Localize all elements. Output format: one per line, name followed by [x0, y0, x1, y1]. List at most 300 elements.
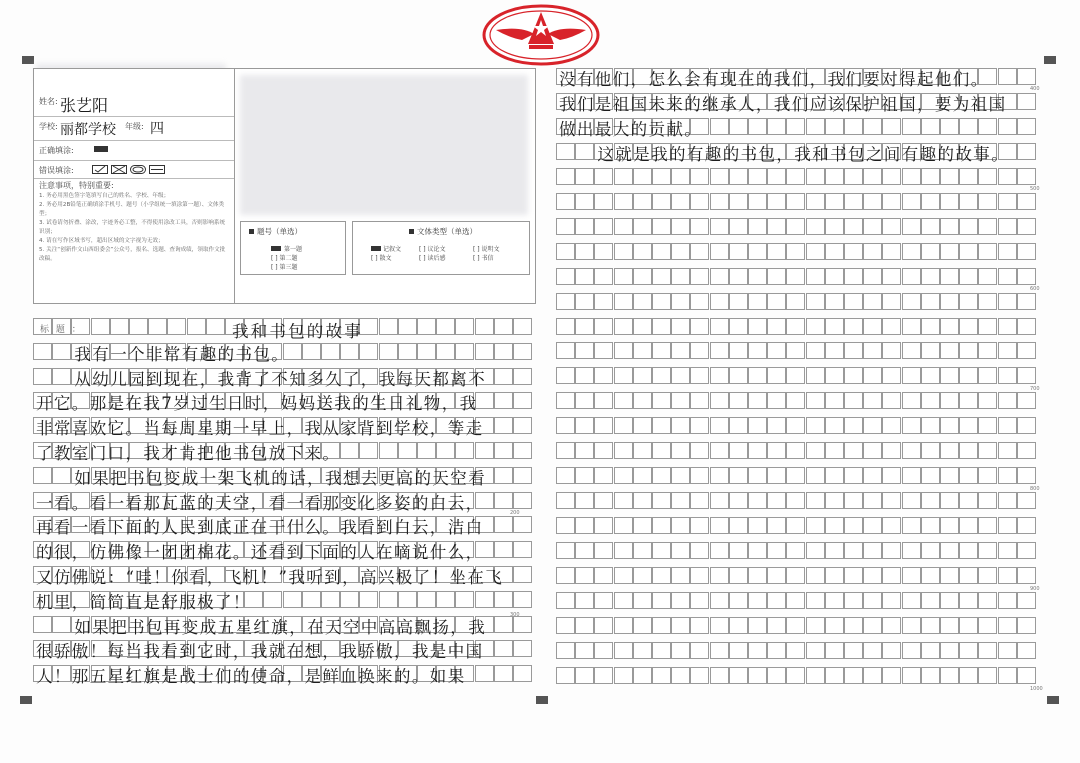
grid-cell [633, 367, 652, 384]
grid-row [556, 293, 1036, 310]
grid-cell [978, 118, 997, 135]
grid-cell [436, 343, 455, 360]
grid-cell [633, 268, 652, 285]
grid-cell [825, 642, 844, 659]
grid-cell [671, 467, 690, 484]
grid-cell [998, 218, 1017, 235]
grid-cell [652, 592, 671, 609]
grid-cell [710, 293, 729, 310]
grid-cell [998, 617, 1017, 634]
grid-cell [767, 492, 786, 509]
grid-cell [1017, 168, 1036, 185]
grid-cell [748, 617, 767, 634]
grid-cell [844, 318, 863, 335]
grid-cell [710, 442, 729, 459]
grid-cell [652, 318, 671, 335]
grid-row [556, 367, 1036, 384]
grid-cell [786, 492, 805, 509]
grid-cell [902, 442, 921, 459]
grid-cell [767, 118, 786, 135]
grid-row [556, 517, 1036, 534]
grid-cell [671, 667, 690, 684]
grid-cell [575, 667, 594, 684]
grid-cell [786, 268, 805, 285]
grid-cell [556, 642, 575, 659]
grid-row [33, 640, 532, 662]
grid-cell [786, 168, 805, 185]
grid-cell [902, 218, 921, 235]
grid-cell [940, 542, 959, 559]
grid-cell [594, 492, 613, 509]
essay-line: 我有一个非常有趣的书包。 [74, 344, 290, 364]
grid-cell [902, 617, 921, 634]
grid-cell [513, 640, 532, 657]
grid-row [33, 442, 532, 463]
grid-cell [1017, 667, 1036, 684]
grid-cell [1017, 392, 1036, 409]
grid-cell [940, 592, 959, 609]
grid-cell [978, 392, 997, 409]
grid-cell [1017, 542, 1036, 559]
grid-cell [959, 417, 978, 434]
grid-cell [690, 218, 709, 235]
grid-cell [767, 592, 786, 609]
genre-option[interactable]: [ ] 书信 [473, 255, 494, 262]
grid-cell [940, 392, 959, 409]
grid-cell [921, 243, 940, 260]
name-row [34, 91, 234, 117]
grid-cell [575, 642, 594, 659]
grid-cell [1017, 118, 1036, 135]
grid-cell [614, 193, 633, 210]
grid-cell [902, 243, 921, 260]
grid-cell [844, 517, 863, 534]
grid-cell [940, 567, 959, 584]
grid-cell [978, 367, 997, 384]
grid-cell [475, 442, 494, 459]
question-box-title: 题号（单选） [249, 226, 302, 237]
grid-cell [882, 118, 901, 135]
grid-cell [575, 342, 594, 359]
grid-cell [575, 243, 594, 260]
grid-cell [167, 318, 186, 335]
word-count-mark: 700 [1030, 386, 1040, 392]
grid-cell [652, 392, 671, 409]
grid-cell [494, 640, 513, 657]
grid-cell [998, 293, 1017, 310]
grid-cell [959, 193, 978, 210]
grid-cell [614, 318, 633, 335]
grid-cell [729, 592, 748, 609]
grid-cell [614, 517, 633, 534]
grid-cell [921, 642, 940, 659]
genre-option[interactable]: [ ] 议论文 [419, 246, 446, 253]
grid-cell [863, 592, 882, 609]
grid-cell [614, 218, 633, 235]
grid-cell [729, 492, 748, 509]
essay-line: 如果把书包变成一架飞机的话，我想去更高的天空看 [74, 468, 487, 488]
genre-option[interactable]: [ ] 读后感 [419, 255, 446, 262]
grid-cell [806, 293, 825, 310]
grid-cell [729, 268, 748, 285]
grid-cell [671, 218, 690, 235]
grid-cell [1017, 342, 1036, 359]
grid-cell [998, 342, 1017, 359]
grid-cell [671, 517, 690, 534]
grid-cell [902, 567, 921, 584]
grid-cell [825, 218, 844, 235]
grid-cell [806, 218, 825, 235]
grid-cell [633, 617, 652, 634]
grid-cell [594, 293, 613, 310]
grid-cell [614, 442, 633, 459]
grid-row [556, 467, 1036, 484]
grid-cell [1017, 567, 1036, 584]
grid-cell [513, 516, 532, 533]
wrong-fill-label: 错误填涂: [39, 166, 74, 175]
question-option[interactable]: [ ] 第二题 [271, 255, 298, 262]
grid-cell [882, 592, 901, 609]
grid-cell [729, 342, 748, 359]
grid-cell [729, 168, 748, 185]
grid-row [556, 68, 1036, 89]
grid-cell [882, 467, 901, 484]
grid-row [556, 542, 1036, 559]
grid-cell [379, 318, 398, 335]
grid-cell [283, 591, 302, 608]
grid-cell [902, 118, 921, 135]
word-count-mark: 600 [1030, 286, 1040, 292]
grid-cell [844, 293, 863, 310]
grid-cell [806, 168, 825, 185]
grid-cell [455, 591, 474, 608]
grid-cell [863, 417, 882, 434]
name-value: 张艺阳 [60, 96, 109, 115]
essay-line: 做出最大的贡献。 [559, 119, 703, 139]
essay-line: 从幼儿园到现在，我背了不知多久了，我每天都离不 [74, 369, 487, 389]
grid-cell [690, 592, 709, 609]
grid-cell [633, 168, 652, 185]
grid-cell [556, 567, 575, 584]
grid-cell [806, 367, 825, 384]
grid-cell [940, 118, 959, 135]
grid-cell [1017, 193, 1036, 210]
grid-cell [729, 542, 748, 559]
grid-cell [340, 343, 359, 360]
grid-cell [978, 442, 997, 459]
grid-cell [882, 667, 901, 684]
square-icon [409, 229, 414, 234]
grid-cell [882, 243, 901, 260]
grid-cell [844, 168, 863, 185]
grid-cell [978, 193, 997, 210]
grid-cell [575, 268, 594, 285]
grid-cell [710, 392, 729, 409]
grid-cell [633, 342, 652, 359]
grid-cell [513, 392, 532, 409]
grid-cell [710, 243, 729, 260]
grid-cell [767, 567, 786, 584]
grid-cell [513, 442, 532, 459]
grid-cell [690, 492, 709, 509]
grid-cell [959, 517, 978, 534]
grid-cell [921, 417, 940, 434]
notes-item: 5. 关注“创新作文山西组委会”公众号，报名、选题、查询成绩，领取作文批改稿。 [39, 247, 226, 262]
grid-cell [940, 517, 959, 534]
grid-cell [556, 268, 575, 285]
grid-cell [806, 467, 825, 484]
genre-option[interactable]: [ ] 说明文 [473, 246, 500, 253]
grid-cell [882, 417, 901, 434]
grid-cell [902, 392, 921, 409]
grid-row [556, 143, 1036, 164]
grid-cell [767, 642, 786, 659]
grid-row [33, 516, 532, 538]
grid-cell [652, 268, 671, 285]
grid-cell [844, 617, 863, 634]
grid-cell [359, 591, 378, 608]
grid-cell [959, 392, 978, 409]
grid-cell [902, 492, 921, 509]
grid-cell [748, 567, 767, 584]
student-details [34, 69, 235, 303]
grid-cell [729, 392, 748, 409]
grid-cell [690, 342, 709, 359]
grid-cell [614, 592, 633, 609]
grid-cell [902, 318, 921, 335]
grid-cell [513, 616, 532, 633]
grid-row [33, 343, 532, 364]
grid-cell [513, 318, 532, 335]
grid-cell [921, 492, 940, 509]
grid-cell [863, 542, 882, 559]
grid-cell [978, 417, 997, 434]
grid-cell [767, 268, 786, 285]
grid-cell [494, 516, 513, 533]
grid-cell [825, 542, 844, 559]
grid-cell [1017, 293, 1036, 310]
grid-cell [844, 542, 863, 559]
grid-cell [978, 318, 997, 335]
grid-cell [748, 293, 767, 310]
grid-cell [398, 343, 417, 360]
grid-cell [690, 367, 709, 384]
grid-cell [417, 318, 436, 335]
grid-cell [1017, 467, 1036, 484]
grid-cell [494, 318, 513, 335]
genre-option[interactable]: 记叙文 [371, 244, 401, 253]
grid-cell [594, 567, 613, 584]
grid-cell [902, 342, 921, 359]
grid-cell [359, 442, 378, 459]
wrong-fill-examples-icon [92, 165, 166, 174]
grid-cell [863, 168, 882, 185]
grid-cell [978, 567, 997, 584]
grid-cell [825, 293, 844, 310]
grid-cell [959, 492, 978, 509]
grid-cell [806, 193, 825, 210]
grid-cell [710, 592, 729, 609]
grid-cell [690, 193, 709, 210]
grid-cell [494, 492, 513, 509]
grid-cell [998, 667, 1017, 684]
wrong-fill-row [34, 160, 234, 179]
grid-cell [786, 118, 805, 135]
grid-cell [806, 268, 825, 285]
grid-cell [921, 293, 940, 310]
grid-cell [594, 193, 613, 210]
grid-cell [417, 442, 436, 459]
grid-cell [455, 442, 474, 459]
grid-cell [863, 467, 882, 484]
grid-cell [1017, 93, 1036, 110]
grid-cell [748, 342, 767, 359]
grid-cell [902, 268, 921, 285]
grid-cell [825, 567, 844, 584]
grid-cell [594, 642, 613, 659]
grid-cell [863, 318, 882, 335]
grid-cell [614, 168, 633, 185]
grid-cell [690, 542, 709, 559]
genre-option[interactable]: [ ] 散文 [371, 255, 392, 262]
word-count-mark: 300 [510, 612, 520, 618]
grid-cell [786, 417, 805, 434]
grid-cell [978, 667, 997, 684]
grid-cell [455, 343, 474, 360]
essay-line: 人！那五星红旗是战士们的使命，是鲜血换来的。如果 [36, 667, 466, 687]
grid-cell [33, 616, 52, 633]
grid-cell [1017, 318, 1036, 335]
correct-fill-label: 正确填涂: [39, 146, 74, 155]
filled-bubble-icon [94, 146, 108, 152]
grid-cell [690, 567, 709, 584]
grid-cell [998, 367, 1017, 384]
grid-cell [690, 392, 709, 409]
grid-cell [575, 367, 594, 384]
grid-cell [652, 367, 671, 384]
grid-cell [33, 467, 52, 484]
grid-cell [263, 591, 282, 608]
grid-cell [633, 392, 652, 409]
question-option[interactable]: [ ] 第三题 [271, 264, 298, 271]
grid-cell [998, 318, 1017, 335]
grid-cell [633, 517, 652, 534]
grid-cell [767, 542, 786, 559]
grid-cell [710, 667, 729, 684]
grid-cell [575, 193, 594, 210]
grid-cell [710, 342, 729, 359]
grid-cell [844, 642, 863, 659]
grid-row [33, 566, 532, 587]
emblem-logo [482, 4, 600, 66]
grid-cell [748, 442, 767, 459]
grid-cell [825, 667, 844, 684]
grid-cell [614, 367, 633, 384]
grid-cell [786, 467, 805, 484]
grid-cell [940, 218, 959, 235]
grid-cell [340, 442, 359, 459]
grid-row [33, 392, 532, 414]
grid-cell [556, 318, 575, 335]
grid-cell [978, 342, 997, 359]
grid-cell [786, 243, 805, 260]
grid-cell [1017, 143, 1036, 160]
grid-cell [652, 293, 671, 310]
grid-cell [825, 367, 844, 384]
grid-cell [455, 318, 474, 335]
grid-cell [652, 542, 671, 559]
grid-cell [882, 442, 901, 459]
grid-cell [844, 367, 863, 384]
grid-cell [806, 542, 825, 559]
grid-cell [825, 168, 844, 185]
grid-cell [921, 367, 940, 384]
grid-cell [978, 218, 997, 235]
grid-cell [921, 442, 940, 459]
grid-cell [148, 318, 167, 335]
grid-cell [513, 566, 532, 583]
grid-cell [959, 243, 978, 260]
grid-cell [998, 467, 1017, 484]
grid-cell [786, 517, 805, 534]
grid-cell [494, 591, 513, 608]
grid-row [556, 268, 1036, 285]
grade-value: 四 [150, 121, 164, 137]
grid-cell [556, 542, 575, 559]
grid-cell [671, 392, 690, 409]
grid-cell [998, 492, 1017, 509]
grid-cell [671, 542, 690, 559]
grid-cell [844, 442, 863, 459]
grid-cell [398, 591, 417, 608]
essay-line: 再看一看下面的人民到底正在干什么。我看到白云，洁白 [36, 518, 484, 538]
grid-cell [652, 168, 671, 185]
grid-cell [882, 318, 901, 335]
grid-cell [978, 467, 997, 484]
grid-cell [902, 642, 921, 659]
grid-cell [998, 517, 1017, 534]
grid-cell [959, 642, 978, 659]
grid-cell [633, 442, 652, 459]
grid-cell [594, 243, 613, 260]
grid-cell [129, 318, 148, 335]
grid-cell [748, 417, 767, 434]
grid-cell [767, 293, 786, 310]
grid-cell [825, 442, 844, 459]
grid-cell [417, 591, 436, 608]
grid-cell [998, 442, 1017, 459]
grid-cell [614, 567, 633, 584]
grid-cell [575, 143, 594, 160]
grid-cell [959, 567, 978, 584]
grid-row [556, 342, 1036, 359]
grid-cell [825, 342, 844, 359]
grid-cell [786, 218, 805, 235]
grid-cell [825, 318, 844, 335]
grid-cell [556, 168, 575, 185]
grid-cell [729, 467, 748, 484]
grid-cell [998, 642, 1017, 659]
grid-cell [33, 343, 52, 360]
grid-cell [844, 567, 863, 584]
question-option[interactable]: 第一题 [271, 244, 302, 253]
grid-cell [614, 617, 633, 634]
grid-cell [844, 342, 863, 359]
grid-cell [748, 467, 767, 484]
grid-cell [978, 542, 997, 559]
grid-cell [1017, 617, 1036, 634]
registration-marker [1044, 56, 1056, 64]
